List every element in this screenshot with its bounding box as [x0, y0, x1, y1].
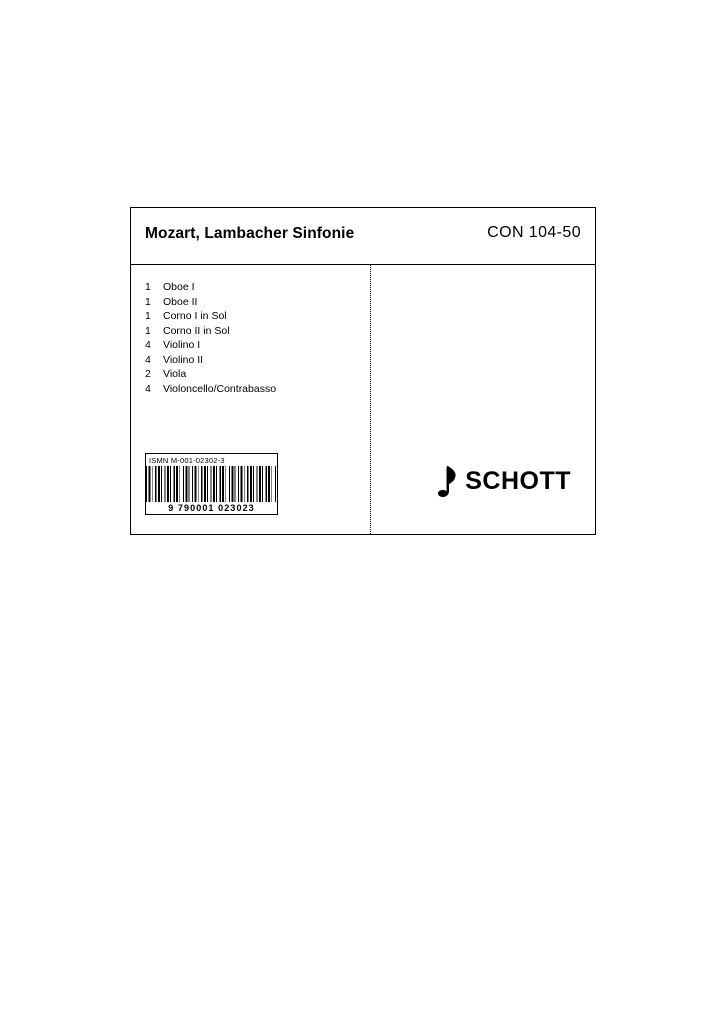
part-quantity: 1 [145, 281, 151, 293]
part-name: Violino I [163, 339, 201, 351]
part-quantity: 4 [145, 382, 151, 395]
part-name: Violoncello/Contrabasso [163, 382, 277, 395]
page-title: Mozart, Lambacher Sinfonie [145, 225, 355, 242]
card-header [131, 208, 595, 265]
publisher-label-card [130, 207, 596, 535]
part-quantity: 1 [145, 324, 151, 337]
part-name: Corno I in Sol [163, 310, 227, 322]
part-name: Viola [163, 368, 187, 380]
list-item [145, 295, 360, 310]
part-name: Oboe I [163, 281, 195, 293]
ismn-number: ISMN M-001-02302-3 [145, 453, 278, 466]
catalog-number: CON 104-50 [487, 224, 581, 241]
list-item [145, 280, 360, 295]
publisher-name: SCHOTT [465, 466, 571, 495]
list-item [145, 338, 360, 353]
part-quantity: 4 [145, 339, 151, 351]
list-item [145, 309, 360, 324]
barcode-block [145, 453, 278, 515]
barcode-icon [145, 466, 278, 502]
instrumentation-list [145, 280, 360, 396]
part-quantity: 1 [145, 310, 151, 322]
music-note-icon [435, 464, 461, 498]
list-item [145, 382, 360, 397]
publisher-logo [435, 464, 571, 498]
list-item [145, 367, 360, 382]
barcode-digits: 9 790001 023023 [145, 502, 278, 515]
part-quantity: 2 [145, 368, 151, 380]
part-name: Corno II in Sol [163, 324, 230, 337]
part-quantity: 1 [145, 295, 151, 308]
part-quantity: 4 [145, 353, 151, 366]
part-name: Violino II [163, 353, 204, 366]
list-item [145, 353, 360, 368]
part-name: Oboe II [163, 295, 198, 308]
list-item [145, 324, 360, 339]
fold-divider [370, 265, 371, 534]
